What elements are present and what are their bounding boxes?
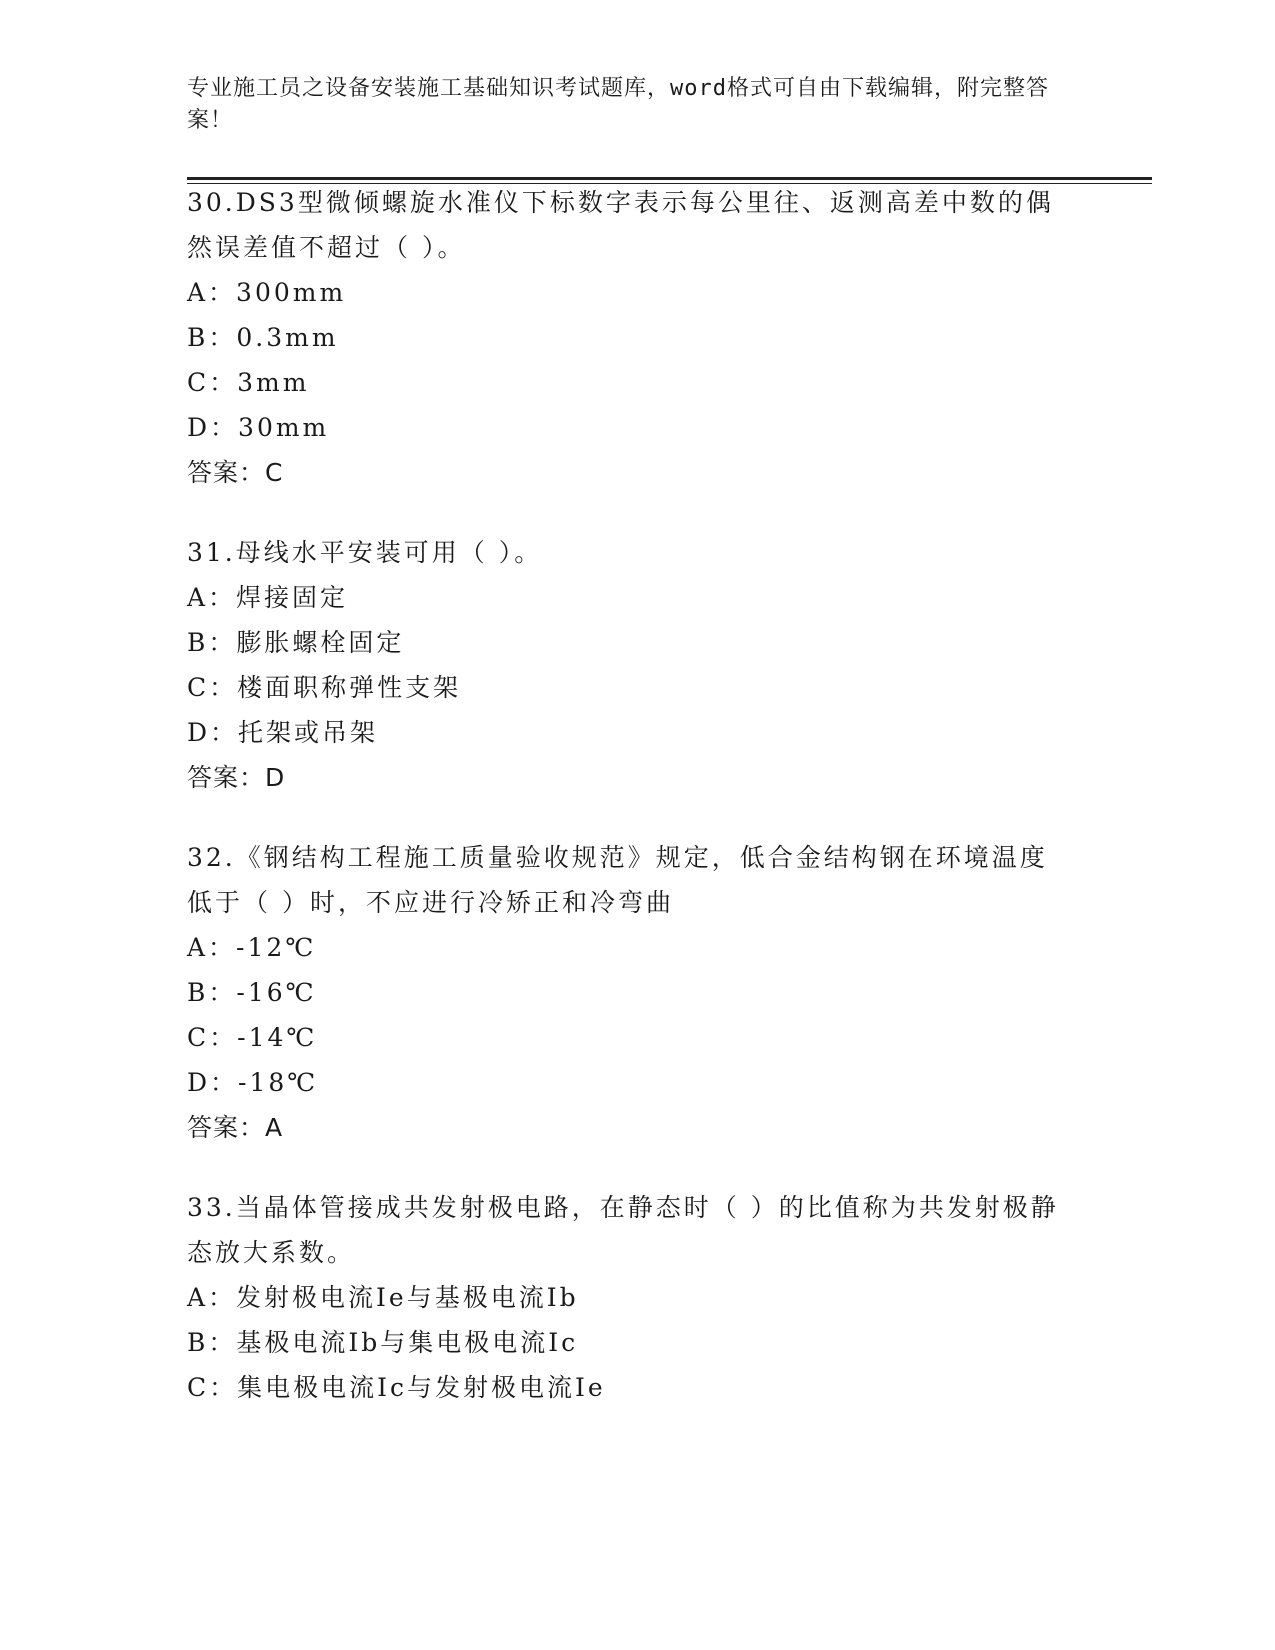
- answer: 答案：D: [187, 763, 286, 792]
- option-b: B：膨胀螺栓固定: [187, 628, 405, 657]
- option-c: C：楼面职称弹性支架: [187, 673, 462, 702]
- option-c: C：-14℃: [187, 1023, 318, 1052]
- option-d: D：-18℃: [187, 1068, 319, 1097]
- option-d: D：托架或吊架: [187, 718, 379, 747]
- question-30: [187, 180, 1067, 495]
- option-c: C：3mm: [187, 368, 310, 397]
- question-stem: 33.当晶体管接成共发射极电路，在静态时（ ）的比值称为共发射极静态放大系数。: [187, 1193, 1059, 1267]
- option-a: A：300mm: [187, 278, 347, 307]
- option-b: B：基极电流Ib与集电极电流Ic: [187, 1328, 579, 1357]
- question-32: [187, 835, 1067, 1150]
- option-c: C：集电极电流Ic与发射极电流Ie: [187, 1373, 606, 1402]
- option-d: D：30mm: [187, 413, 330, 442]
- option-b: B：0.3mm: [187, 323, 339, 352]
- answer: 答案：C: [187, 458, 284, 487]
- answer: 答案：A: [187, 1113, 284, 1142]
- question-33: [187, 1185, 1067, 1410]
- option-a: A：焊接固定: [187, 583, 349, 612]
- question-stem: 32.《钢结构工程施工质量验收规范》规定，低合金结构钢在环境温度低于（ ）时，不应进行冷矫正和冷弯曲: [187, 843, 1048, 917]
- question-stem: 30.DS3型微倾螺旋水准仪下标数字表示每公里往、返测高差中数的偶然误差值不超过（ ）。: [187, 188, 1054, 262]
- question-31: [187, 530, 1067, 800]
- option-a: A：发射极电流Ie与基极电流Ib: [187, 1283, 579, 1312]
- document-header: 专业施工员之设备安装施工基础知识考试题库，word格式可自由下载编辑，附完整答案！: [187, 76, 1049, 133]
- option-b: B：-16℃: [187, 978, 317, 1007]
- question-stem: 31.母线水平安装可用（ ）。: [187, 538, 543, 567]
- option-a: A：-12℃: [187, 933, 317, 962]
